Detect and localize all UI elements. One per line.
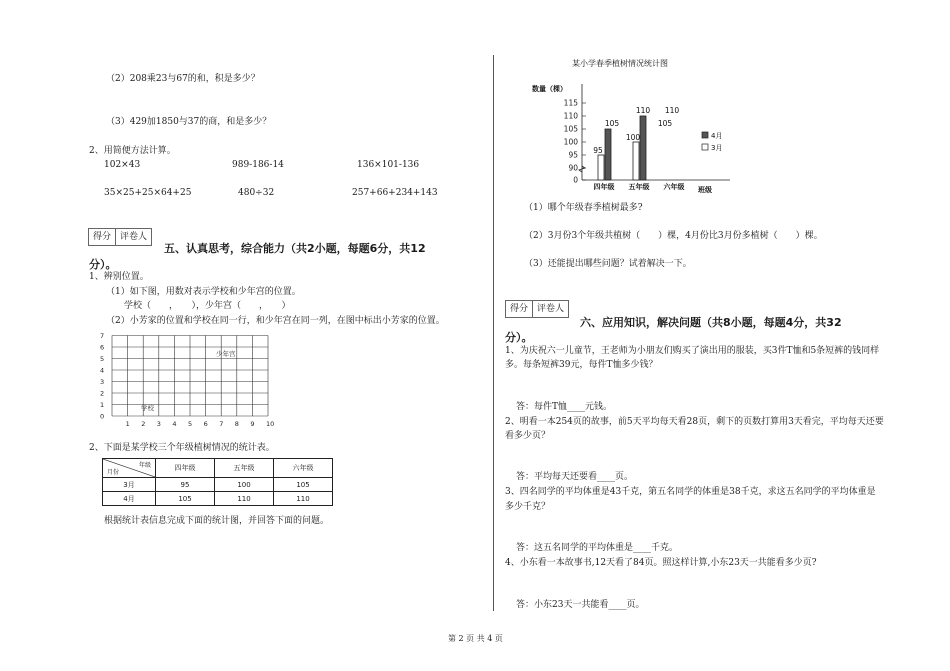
table-cell: 100 — [215, 478, 274, 492]
q5-1: 1、辨别位置。 — [89, 272, 149, 282]
calc-item: 102×43 — [104, 160, 141, 170]
problem2-line2: 看多少页？ — [505, 431, 551, 441]
q5-1-2: （2）小芳家的位置和学校在同一行，和少年宫在同一列，在图中标出小芳家的位置。 — [106, 316, 445, 326]
row-label: 4月 — [103, 492, 156, 506]
bar-april — [605, 129, 611, 180]
data-label: 95 — [593, 146, 603, 155]
reviewer-label: 评卷人 — [115, 229, 151, 245]
row-label: 3月 — [103, 478, 156, 492]
problem1-line1: 1、为庆祝六一儿童节，王老师为小朋友们购买了演出用的服装，买3件T恤和5条短裤的钱同样 — [505, 346, 880, 356]
score-box-5 — [88, 228, 152, 246]
data-label: 110 — [664, 106, 680, 115]
problem4: 4、小东看一本故事书,12天看了84页。照这样计算,小东23天一共能看多少页? — [505, 558, 817, 568]
grid-x-label: 3 — [156, 420, 161, 428]
x-tick-label: 四年级 — [593, 183, 615, 191]
grid-y-label: 0 — [100, 412, 105, 421]
table-cell: 95 — [156, 478, 215, 492]
q5-1-1-blank: 学校（ ， ），少年宫（ ， ） — [124, 301, 291, 311]
grid-y-label: 2 — [100, 389, 105, 398]
section5-tail: 分）。 — [89, 258, 117, 271]
chart-xlabel: 班级 — [698, 186, 712, 194]
y-tick-label: 110 — [563, 111, 578, 121]
answer3: 答：这五名同学的平均体重是____千克。 — [516, 543, 679, 553]
data-label: 105 — [604, 119, 620, 128]
q5-2-note: 根据统计表信息完成下面的统计图，并回答下面的问题。 — [104, 516, 330, 526]
grid-y-label: 6 — [100, 343, 105, 352]
y-tick-label: 0 — [573, 175, 578, 185]
legend-swatch-march — [702, 144, 708, 150]
q2-part3: （3）429加1850与37的商，和是多少？ — [106, 117, 272, 127]
bar-april — [640, 116, 646, 180]
calc-item: 257+66+234+143 — [352, 188, 438, 198]
problem2-line1: 2、明看一本254页的故事，前5天平均每天看28页，剩下的页数打算用3天看完，平均每天还要 — [505, 417, 884, 427]
calc-item: 480÷32 — [238, 188, 275, 198]
grid-x-label: 10 — [266, 420, 275, 428]
grid-y-label: 1 — [100, 401, 105, 409]
legend-label: 4月 — [711, 132, 723, 140]
y-tick-label: 100 — [563, 137, 578, 147]
grid-x-label: 7 — [219, 420, 224, 428]
bar-chart — [530, 54, 750, 199]
chart-q1: （1）哪个年级春季植树最多? — [524, 203, 643, 213]
score-box-6 — [505, 300, 569, 318]
answer4: 答：小东23天一共能看____页。 — [516, 600, 645, 610]
chart-q2: （2）3月份3个年级共植树（ ）棵，4月份比3月份多植树（ ）棵。 — [524, 231, 823, 241]
coordinate-grid — [96, 330, 286, 434]
chart-q3: （3）还能提出哪些问题？试着解决一下。 — [524, 259, 692, 269]
table-header: 四年级 — [156, 459, 215, 478]
table-cell: 110 — [215, 492, 274, 506]
section5-title: 五、认真思考，综合能力（共2小题，每题6分，共12 — [164, 242, 426, 255]
data-label: 110 — [635, 106, 651, 115]
grid-y-label: 5 — [100, 355, 105, 363]
x-tick-label: 五年级 — [628, 183, 650, 191]
answer1: 答：每件T恤____元钱。 — [516, 402, 613, 412]
grid-x-label: 5 — [188, 420, 193, 428]
calc-item: 989-186-14 — [232, 160, 284, 170]
section6-title: 六、应用知识，解决问题（共8小题，每题4分，共32 — [580, 316, 842, 329]
table-cell: 105 — [156, 492, 215, 506]
grid-y-label: 3 — [100, 378, 105, 386]
y-tick-label: 115 — [563, 98, 578, 108]
table-cell: 110 — [274, 492, 333, 506]
page-footer: 第 2 页 共 4 页 — [448, 634, 503, 643]
table-header: 六年级 — [274, 459, 333, 478]
chart-title: 某小学春季植树情况统计图 — [572, 59, 668, 68]
legend-swatch-april — [702, 132, 708, 138]
grid-x-label: 6 — [203, 420, 208, 428]
y-tick-label: 95 — [568, 150, 578, 160]
q5-1-1: （1）如下图，用数对表示学校和少年宫的位置。 — [106, 287, 301, 297]
grid-x-label: 4 — [172, 420, 177, 428]
simple-calc-heading: 2、用简便方法计算。 — [89, 146, 176, 156]
y-tick-label: 90 — [568, 163, 578, 173]
table-corner — [103, 459, 156, 478]
grid-y-label: 4 — [100, 366, 105, 375]
q2-part2: （2）208乘23与67的和，积是多少？ — [106, 74, 260, 84]
column-divider — [493, 55, 494, 611]
problem3-line1: 3、四名同学的平均体重是43千克，第五名同学的体重是38千克，求这五名同学的平均体重是 — [505, 487, 876, 497]
bar-march — [633, 142, 639, 180]
section6-tail: 分）。 — [505, 331, 533, 344]
reviewer-label: 评卷人 — [532, 301, 568, 317]
table-cell: 105 — [274, 478, 333, 492]
q5-2: 2、下面是某学校三个年级植树情况的统计表。 — [89, 443, 275, 453]
bar-march — [598, 155, 604, 180]
grid-x-label: 8 — [234, 420, 239, 428]
answer2: 答：平均每天还要看____页。 — [516, 472, 634, 482]
table-row — [103, 492, 333, 506]
corner-bottom: 月份 — [107, 469, 120, 476]
legend-label: 3月 — [711, 144, 723, 152]
grid-y-label: 7 — [100, 332, 105, 340]
grid-x-label: 9 — [250, 420, 255, 428]
calc-item: 35×25+25×64+25 — [104, 188, 192, 198]
score-label: 得分 — [93, 232, 112, 242]
grid-x-label: 1 — [125, 420, 130, 428]
problem1-line2: 多。每条短裤39元，每件T恤多少钱？ — [505, 360, 658, 370]
corner-top: 年级 — [138, 462, 151, 469]
chart-ylabel: 数量（棵） — [532, 85, 567, 93]
data-label: 105 — [657, 119, 673, 128]
palace-marker: 少年宫 — [216, 350, 236, 358]
table-header: 五年级 — [215, 459, 274, 478]
score-label: 得分 — [510, 304, 529, 314]
data-label: 100 — [625, 133, 641, 142]
problem3-line2: 多少千克？ — [505, 502, 551, 512]
calc-item: 136×101-136 — [357, 160, 420, 170]
y-tick-label: 105 — [563, 124, 578, 134]
school-marker: 学校 — [141, 404, 154, 412]
table-row — [103, 478, 333, 492]
planting-table — [102, 458, 333, 506]
x-tick-label: 六年级 — [663, 183, 685, 191]
grid-x-label: 2 — [141, 420, 146, 428]
